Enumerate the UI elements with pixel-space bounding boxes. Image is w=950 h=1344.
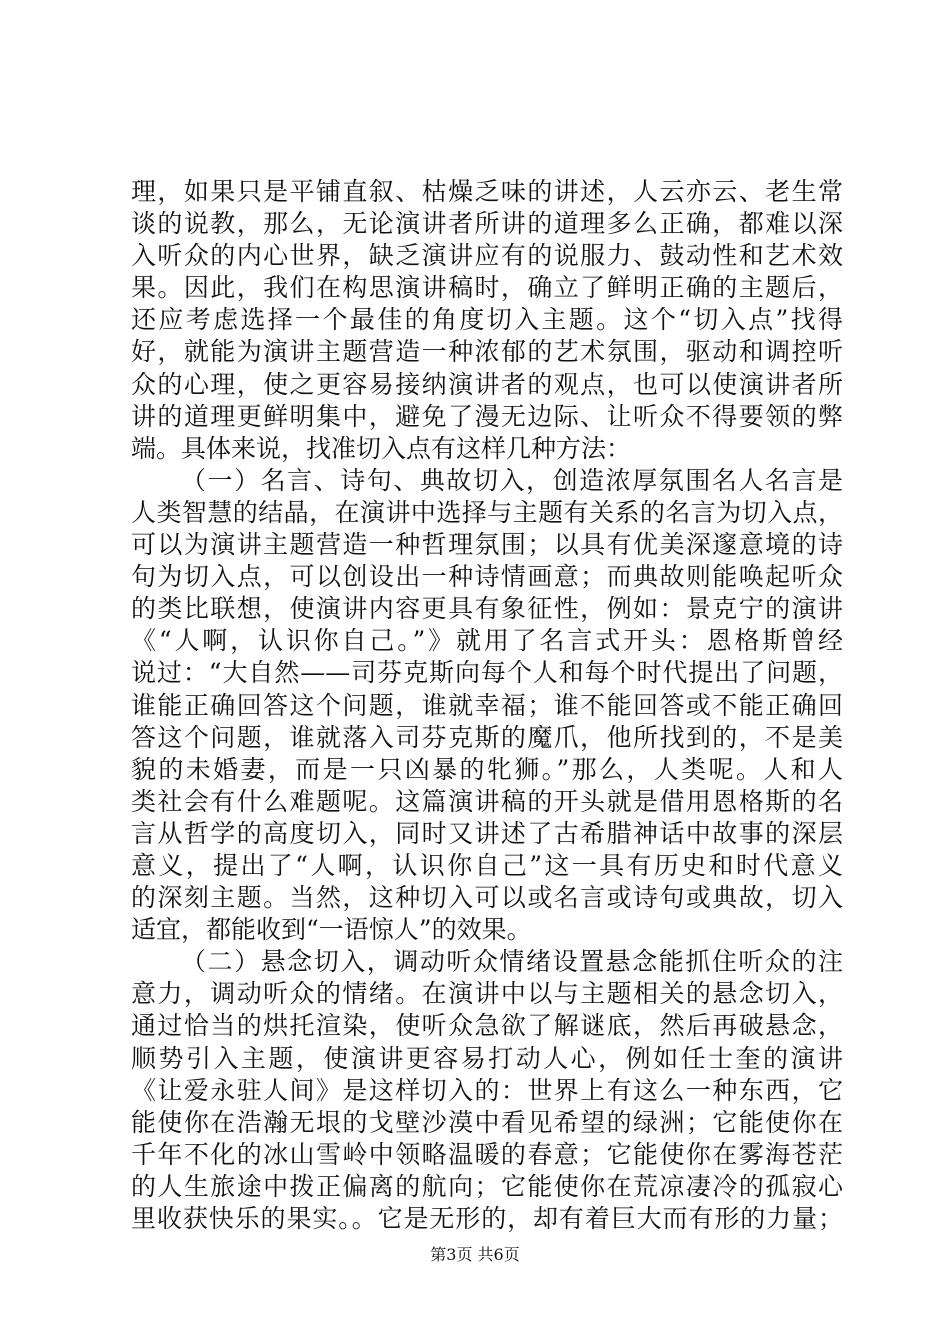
text-line: 入听众的内心世界，缺乏演讲应有的说服力、鼓动性和艺术效	[131, 241, 843, 271]
text-line: 貌的未婚妻，而是一只凶暴的牝狮。”那么，人类呢。人和人	[131, 754, 843, 784]
text-line: 的深刻主题。当然，这种切入可以或名言或诗句或典故，切入	[131, 883, 843, 913]
text-line: 的人生旅途中拨正偏离的航向；它能使你在荒凉凄冷的孤寂心	[131, 1171, 843, 1201]
text-line: 顺势引入主题，使演讲更容易打动人心，例如任士奎的演讲	[131, 1043, 843, 1073]
text-line: 《“人啊，认识你自己。”》就用了名言式开头：恩格斯曾经	[131, 626, 843, 656]
text-line: 端。具体来说，找准切入点有这样几种方法：	[131, 433, 632, 463]
text-line: 谁能正确回答这个问题，谁就幸福；谁不能回答或不能正确回	[131, 690, 843, 720]
text-line: 众的心理，使之更容易接纳演讲者的观点，也可以使演讲者所	[131, 369, 843, 399]
text-line: 答这个问题，谁就落入司芬克斯的魔爪，他所找到的，不是美	[131, 722, 843, 752]
text-line: 人类智慧的结晶，在演讲中选择与主题有关系的名言为切入点，	[131, 497, 843, 527]
text-line: （二）悬念切入，调动听众情绪设置悬念能抓住听众的注	[181, 947, 843, 977]
text-line: 还应考虑选择一个最佳的角度切入主题。这个“切入点”找得	[131, 305, 843, 335]
text-line: 句为切入点，可以创设出一种诗情画意；而典故则能唤起听众	[131, 562, 843, 592]
text-line: 类社会有什么难题呢。这篇演讲稿的开头就是借用恩格斯的名	[131, 786, 843, 816]
text-line: 理，如果只是平铺直叙、枯燥乏味的讲述，人云亦云、老生常	[131, 177, 843, 206]
text-line: 适宜，都能收到“一语惊人”的效果。	[131, 915, 532, 945]
text-line: 意义，提出了“人啊，认识你自己”这一具有历史和时代意义	[131, 850, 843, 880]
text-line: 果。因此，我们在构思演讲稿时，确立了鲜明正确的主题后，	[131, 273, 843, 303]
text-line: 好，就能为演讲主题营造一种浓郁的艺术氛围，驱动和调控听	[131, 337, 843, 367]
text-line: 言从哲学的高度切入，同时又讲述了古希腊神话中故事的深层	[131, 818, 843, 848]
text-line: 能使你在浩瀚无垠的戈壁沙漠中看见希望的绿洲；它能使你在	[131, 1107, 843, 1137]
text-line: 通过恰当的烘托渲染，使听众急欲了解谜底，然后再破悬念，	[131, 1011, 843, 1041]
text-line: 说过：“大自然——司芬克斯向每个人和每个时代提出了问题，	[131, 658, 843, 688]
text-line: 可以为演讲主题营造一种哲理氛围；以具有优美深邃意境的诗	[131, 530, 843, 560]
text-line: 讲的道理更鲜明集中，避免了漫无边际、让听众不得要领的弊	[131, 401, 843, 431]
text-line: 《让爱永驻人间》是这样切入的：世界上有这么一种东西，它	[131, 1075, 843, 1105]
text-line: 意力，调动听众的情绪。在演讲中以与主题相关的悬念切入，	[131, 979, 843, 1009]
text-line: 谈的说教，那么，无论演讲者所讲的道理多么正确，都难以深	[131, 209, 843, 239]
text-line: （一）名言、诗句、典故切入，创造浓厚氛围名人名言是	[181, 465, 843, 495]
page-footer: 第3页 共6页	[430, 1245, 520, 1264]
text-line: 千年不化的冰山雪岭中领略温暖的春意；它能使你在雾海苍茫	[131, 1139, 843, 1169]
body-text	[131, 176, 843, 1235]
text-line: 的类比联想，使演讲内容更具有象征性，例如：景克宁的演讲	[131, 594, 843, 624]
text-line: 里收获快乐的果实。。它是无形的，却有着巨大而有形的力量；	[131, 1204, 843, 1233]
